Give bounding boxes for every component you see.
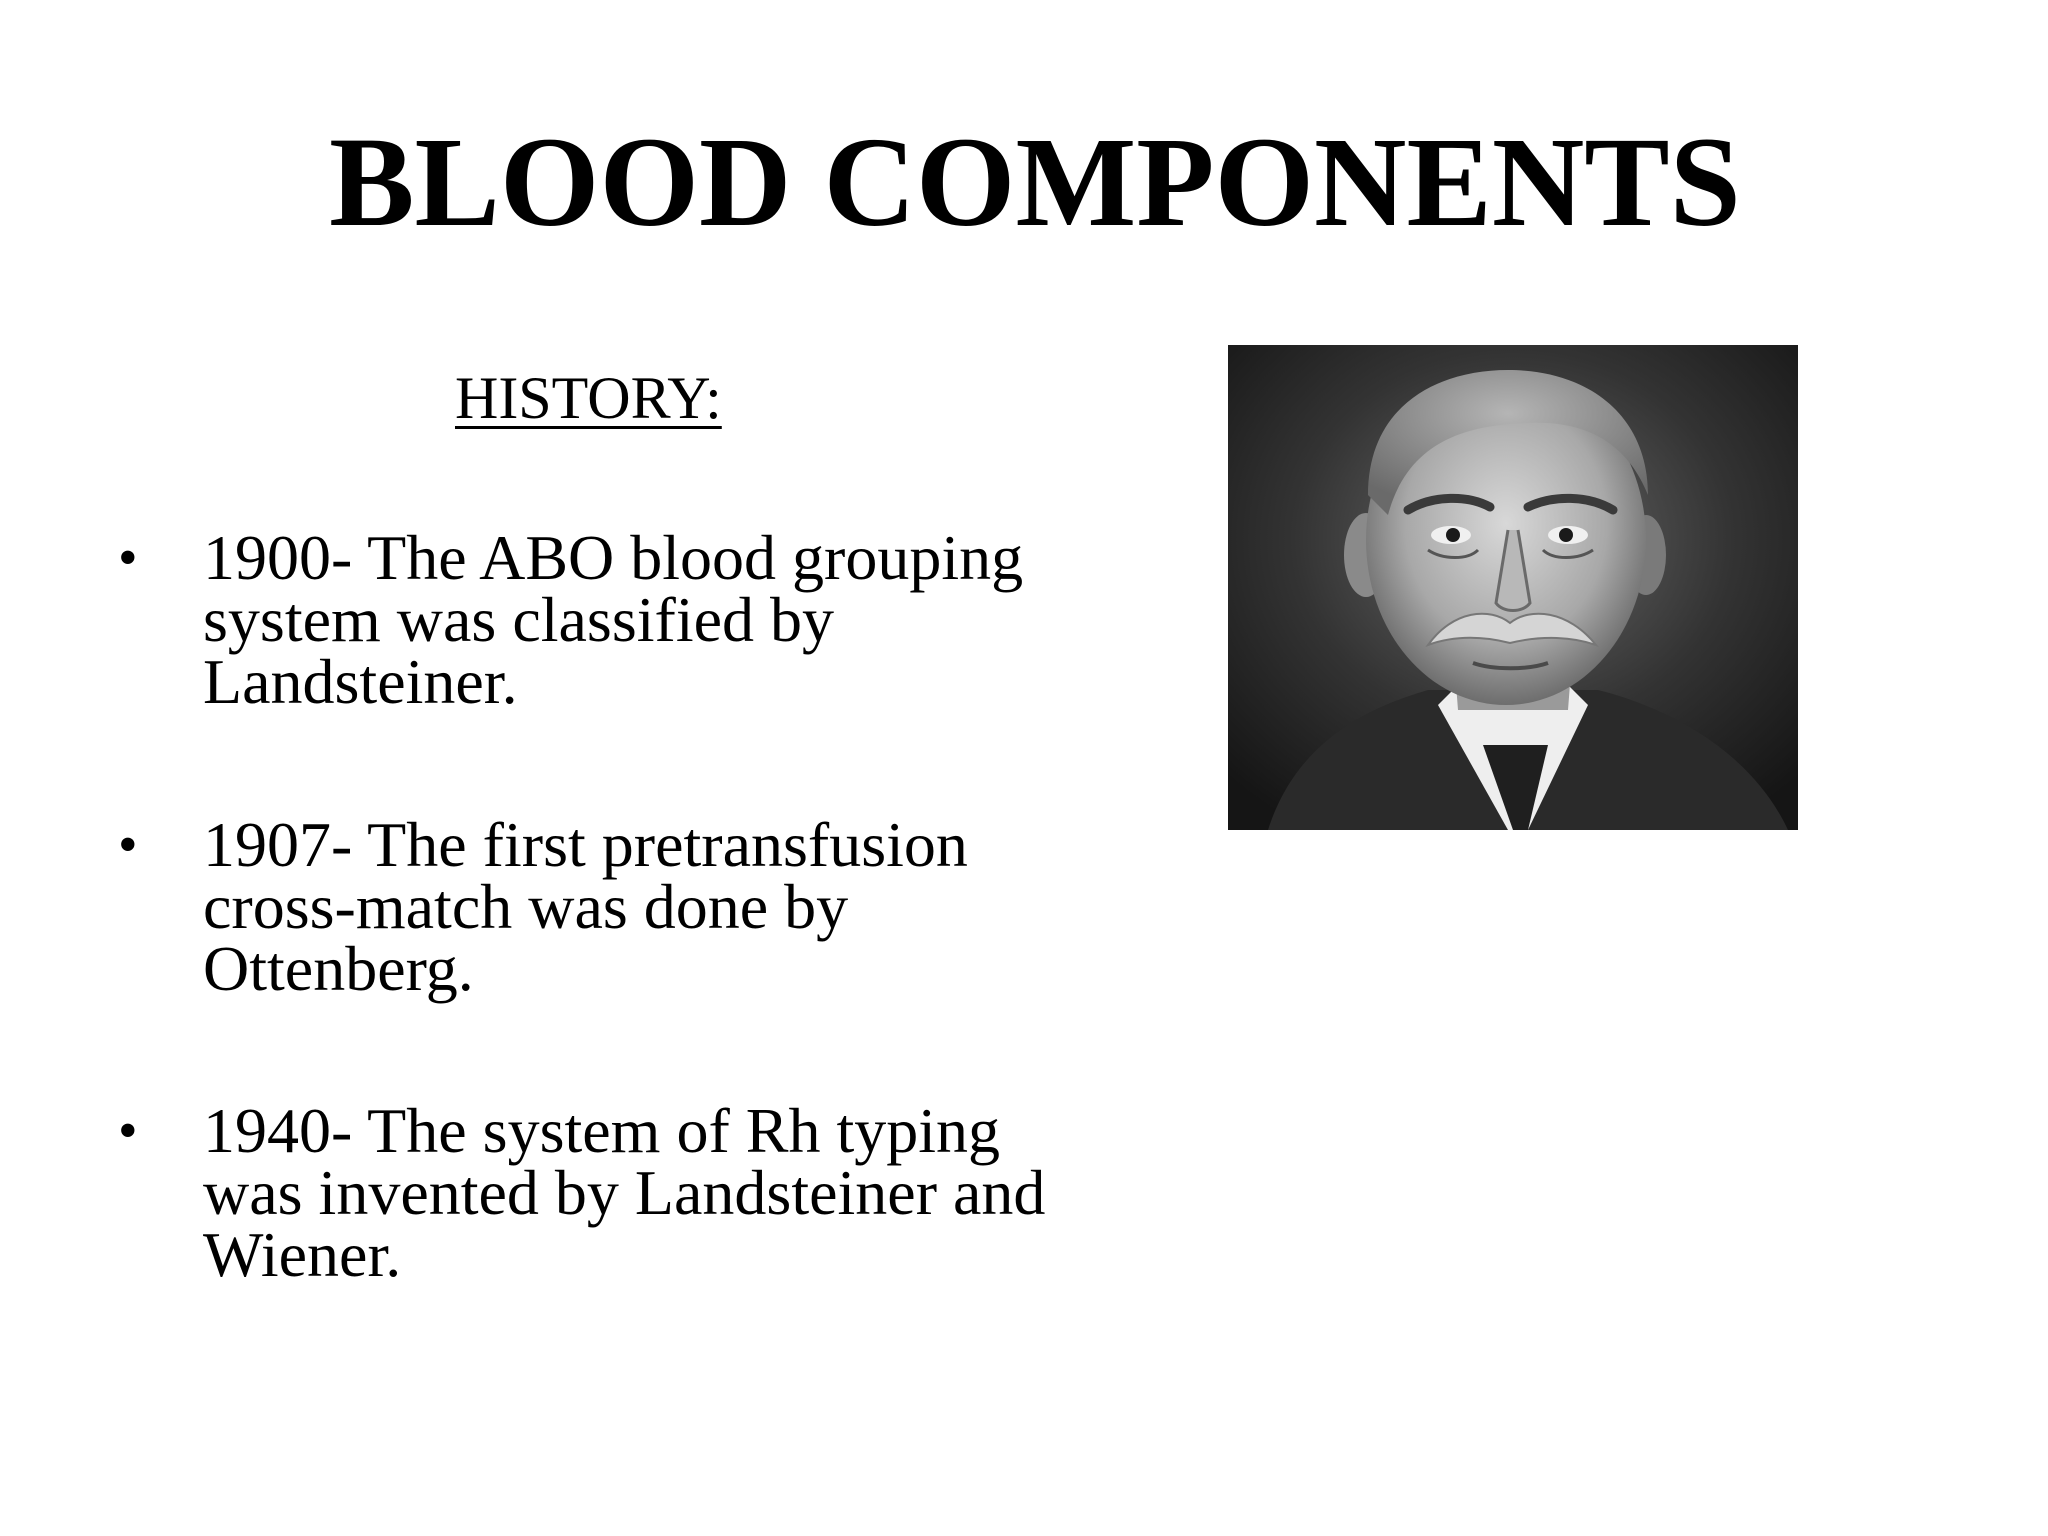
bullet-text: 1907- The first pretransfusion cross-match was done by Ottenberg. <box>203 809 968 1004</box>
bullet-marker: • <box>118 1100 138 1162</box>
bullet-marker: • <box>118 527 138 589</box>
portrait-photo <box>1228 345 1798 830</box>
bullet-marker: • <box>118 814 138 876</box>
slide-title: BLOOD COMPONENTS <box>329 111 1741 253</box>
bullet-text: 1940- The system of Rh typing was invented by Landsteiner and Wiener. <box>203 1095 1046 1290</box>
portrait-illustration <box>1228 345 1798 830</box>
bullet-text: 1900- The ABO blood grouping system was classified by Landsteiner. <box>203 522 1024 717</box>
section-heading-history: HISTORY: <box>455 365 722 431</box>
